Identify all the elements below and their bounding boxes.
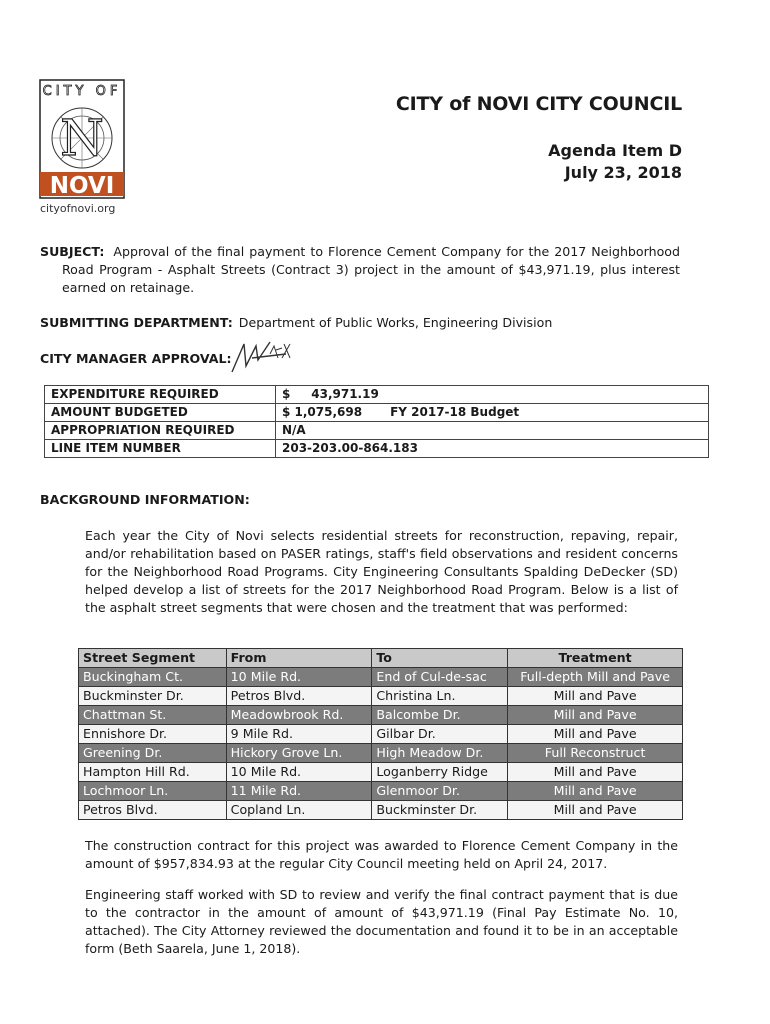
background-paragraph-1: Each year the City of Novi selects residential streets for reconstruction, repaving, repair, and/or rehabilitation based on PASER ratings, staff's field observations and resident concerns for the Neighborhood Road Programs. City Engineering Consultants Spalding DeDecker (SD) helped develop a list of streets for the 2017 Neighborhood Road Program. Below is a list of the asphalt street segments that were chosen and the treatment that was performed: bbox=[85, 528, 678, 615]
expenditure-row bbox=[45, 404, 709, 422]
column-header: From bbox=[226, 649, 372, 668]
table-cell: Mill and Pave bbox=[508, 763, 683, 782]
table-cell: Copland Ln. bbox=[226, 801, 372, 820]
table-row bbox=[79, 706, 683, 725]
appropriation-value: N/A bbox=[276, 422, 709, 440]
table-cell: 11 Mile Rd. bbox=[226, 782, 372, 801]
table-cell: Loganberry Ridge bbox=[372, 763, 508, 782]
table-cell: 10 Mile Rd. bbox=[226, 668, 372, 687]
background-paragraph-2: The construction contract for this project was awarded to Florence Cement Company in the amount of $957,834.93 at the regular City Council meeting held on April 24, 2017. bbox=[85, 838, 678, 871]
table-row bbox=[79, 763, 683, 782]
table-cell: Christina Ln. bbox=[372, 687, 508, 706]
subject-text: Approval of the final payment to Florence Cement Company for the 2017 Neighborhood Road Program - Asphalt Streets (Contract 3) project in the amount of $43,971.19, plus interest earned on retainage. bbox=[62, 244, 680, 295]
expenditure-table bbox=[44, 385, 709, 458]
appropriation-label: APPROPRIATION REQUIRED bbox=[45, 422, 276, 440]
approval-label: CITY MANAGER APPROVAL: bbox=[40, 351, 232, 366]
expenditure-value: $ 43,971.19 bbox=[276, 386, 709, 404]
expenditure-row bbox=[45, 422, 709, 440]
table-cell: Hampton Hill Rd. bbox=[79, 763, 227, 782]
background-paragraph-3: Engineering staff worked with SD to review and verify the final contract payment that is due to the contractor in the amount of amount of $43,971.19 (Final Pay Estimate No. 10, attached). The City Attorney reviewed the documentation and found it to be in an acceptable form (Beth Saarela, June 1, 2018). bbox=[85, 887, 678, 956]
table-cell: Buckingham Ct. bbox=[79, 668, 227, 687]
line-item-label: LINE ITEM NUMBER bbox=[45, 440, 276, 458]
table-cell: Mill and Pave bbox=[508, 687, 683, 706]
svg-text:N: N bbox=[60, 109, 104, 167]
table-cell: Mill and Pave bbox=[508, 801, 683, 820]
table-row bbox=[79, 725, 683, 744]
table-cell: Hickory Grove Ln. bbox=[226, 744, 372, 763]
table-cell: Balcombe Dr. bbox=[372, 706, 508, 725]
table-row bbox=[79, 782, 683, 801]
table-cell: High Meadow Dr. bbox=[372, 744, 508, 763]
table-cell: Glenmoor Dr. bbox=[372, 782, 508, 801]
table-cell: Gilbar Dr. bbox=[372, 725, 508, 744]
logo-bottom-text: NOVI bbox=[49, 173, 115, 199]
budgeted-value: $ 1,075,698 FY 2017-18 Budget bbox=[276, 404, 709, 422]
table-cell: 10 Mile Rd. bbox=[226, 763, 372, 782]
table-cell: Buckminster Dr. bbox=[79, 687, 227, 706]
streets-table bbox=[78, 648, 683, 820]
table-row bbox=[79, 687, 683, 706]
subject-section bbox=[40, 243, 680, 297]
department-text: Department of Public Works, Engineering Division bbox=[238, 315, 553, 330]
column-header: Street Segment bbox=[79, 649, 227, 668]
logo-url: cityofnovi.org bbox=[40, 202, 116, 215]
table-row bbox=[79, 801, 683, 820]
budget-year: FY 2017-18 Budget bbox=[390, 405, 520, 419]
table-cell: End of Cul-de-sac bbox=[372, 668, 508, 687]
expenditure-row bbox=[45, 386, 709, 404]
column-header: To bbox=[372, 649, 508, 668]
streets-header-row bbox=[79, 649, 683, 668]
budgeted-label: AMOUNT BUDGETED bbox=[45, 404, 276, 422]
table-cell: Ennishore Dr. bbox=[79, 725, 227, 744]
table-cell: Greening Dr. bbox=[79, 744, 227, 763]
table-cell: Mill and Pave bbox=[508, 782, 683, 801]
table-cell: 9 Mile Rd. bbox=[226, 725, 372, 744]
table-cell: Lochmoor Ln. bbox=[79, 782, 227, 801]
logo-top-text: CITY OF bbox=[42, 84, 122, 99]
table-cell: Full-depth Mill and Pave bbox=[508, 668, 683, 687]
table-cell: Petros Blvd. bbox=[79, 801, 227, 820]
table-cell: Mill and Pave bbox=[508, 725, 683, 744]
table-cell: Mill and Pave bbox=[508, 706, 683, 725]
table-cell: Meadowbrook Rd. bbox=[226, 706, 372, 725]
agenda-date: July 23, 2018 bbox=[564, 163, 682, 182]
table-cell: Full Reconstruct bbox=[508, 744, 683, 763]
table-cell: Petros Blvd. bbox=[226, 687, 372, 706]
table-cell: Chattman St. bbox=[79, 706, 227, 725]
agenda-item: Agenda Item D bbox=[548, 141, 682, 160]
line-item-value: 203-203.00-864.183 bbox=[276, 440, 709, 458]
table-row bbox=[79, 744, 683, 763]
department-label: SUBMITTING DEPARTMENT: bbox=[40, 315, 233, 330]
subject-label: SUBJECT: bbox=[40, 244, 105, 259]
council-title: CITY of NOVI CITY COUNCIL bbox=[395, 93, 682, 115]
department-section bbox=[40, 315, 552, 330]
background-heading: BACKGROUND INFORMATION: bbox=[40, 492, 250, 507]
expenditure-label: EXPENDITURE REQUIRED bbox=[45, 386, 276, 404]
expenditure-row bbox=[45, 440, 709, 458]
table-row bbox=[79, 668, 683, 687]
city-logo bbox=[38, 78, 126, 200]
column-header: Treatment bbox=[508, 649, 683, 668]
manager-signature bbox=[226, 336, 296, 378]
table-cell: Buckminster Dr. bbox=[372, 801, 508, 820]
